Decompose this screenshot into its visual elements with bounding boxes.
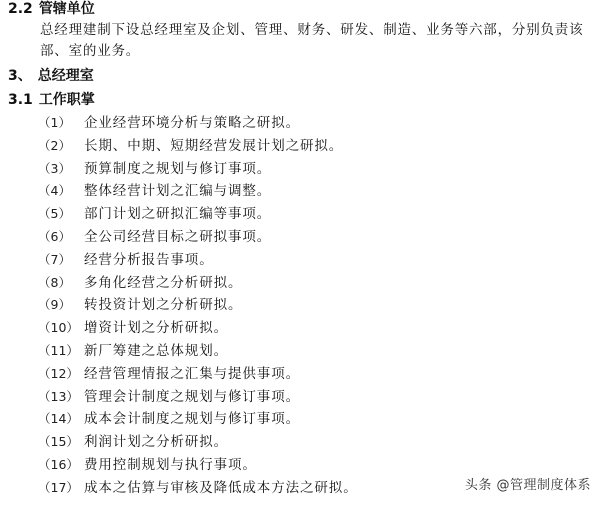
item-text: 经营分析报告事项。 xyxy=(84,251,214,268)
section-number: 3、 xyxy=(8,68,32,84)
item-text: 费用控制规划与执行事项。 xyxy=(84,456,257,473)
item-text: 成本会计制度之规划与修订事项。 xyxy=(84,411,300,428)
list-item xyxy=(0,226,605,249)
item-number: （5） xyxy=(38,206,71,222)
item-number: （12） xyxy=(38,365,79,381)
list-item xyxy=(0,158,605,181)
item-text: 经营管理情报之汇集与提供事项。 xyxy=(84,365,300,382)
item-number: （15） xyxy=(38,434,79,450)
item-text: 管理会计制度之规划与修订事项。 xyxy=(84,388,300,405)
item-text: 多角化经营之分析研拟。 xyxy=(84,274,243,291)
item-number: （1） xyxy=(38,115,71,130)
item-number: （4） xyxy=(38,183,71,199)
section-heading-3-1 xyxy=(8,91,95,109)
list-item xyxy=(0,431,605,454)
section-heading-3 xyxy=(8,67,94,85)
list-item xyxy=(0,135,605,158)
item-text: 全公司经营目标之研拟事项。 xyxy=(84,228,272,245)
list-item xyxy=(0,272,605,295)
item-number: （11） xyxy=(38,342,79,358)
item-number: （2） xyxy=(38,137,71,153)
duties-list xyxy=(0,112,605,500)
section-heading-2-2 xyxy=(8,0,95,18)
item-text: 成本之估算与审核及降低成本方法之研拟。 xyxy=(84,479,358,496)
watermark: 头条 @管理制度体系 xyxy=(464,478,591,493)
list-item xyxy=(0,203,605,226)
item-text: 预算制度之规划与修订事项。 xyxy=(84,160,272,177)
list-item xyxy=(0,180,605,203)
section-title: 总经理室 xyxy=(37,68,94,84)
list-item xyxy=(0,363,605,386)
section-number: 2.2 xyxy=(8,1,33,17)
item-number: （6） xyxy=(38,228,71,244)
item-number: （17） xyxy=(38,479,79,495)
section-title: 管辖单位 xyxy=(38,1,95,17)
item-text: 部门计划之研拟汇编等事项。 xyxy=(84,206,272,223)
list-item xyxy=(0,317,605,340)
item-text: 新厂筹建之总体规划。 xyxy=(84,342,228,359)
item-text: 增资计划之分析研拟。 xyxy=(84,320,228,337)
item-number: （13） xyxy=(38,388,79,404)
list-item xyxy=(0,249,605,272)
item-number: （16） xyxy=(38,456,79,472)
item-number: （10） xyxy=(38,320,79,336)
item-number: （14） xyxy=(38,411,79,427)
item-text: 利润计划之分析研拟。 xyxy=(84,434,228,451)
item-number: （8） xyxy=(38,274,71,290)
list-item xyxy=(0,112,605,135)
item-number: （9） xyxy=(38,297,71,313)
item-number: （7） xyxy=(38,251,71,267)
section-number: 3.1 xyxy=(8,92,33,108)
item-text: 转投资计划之分析研拟。 xyxy=(84,297,243,314)
item-text: 企业经营环境分析与策略之研拟。 xyxy=(84,115,300,131)
item-text: 整体经营计划之汇编与调整。 xyxy=(84,183,272,200)
item-text: 长期、中期、短期经营发展计划之研拟。 xyxy=(84,137,344,154)
section-paragraph: 总经理建制下设总经理室及企划、管理、财务、研发、制造、业务等六部，分别负责该部、室的业务。 xyxy=(40,22,584,59)
list-item xyxy=(0,386,605,409)
section-title: 工作职掌 xyxy=(38,92,95,108)
list-item xyxy=(0,340,605,363)
item-number: （3） xyxy=(38,160,71,176)
list-item xyxy=(0,408,605,431)
list-item xyxy=(0,294,605,317)
